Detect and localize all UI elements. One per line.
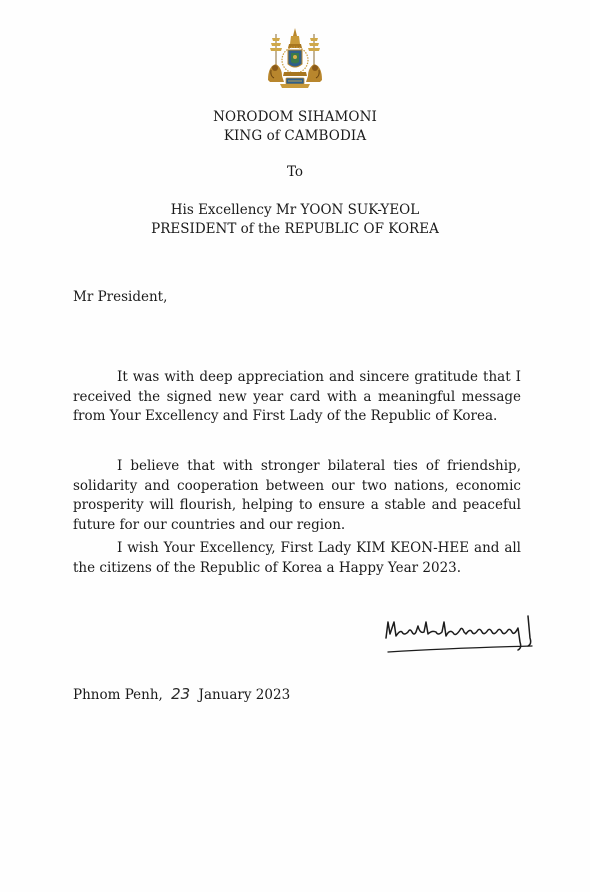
body-paragraph-3: I wish Your Excellency, First Lady KIM KEON-HEE and all the citizens of the Republic of Korea a Happy Year 2023. — [73, 540, 521, 576]
handwritten-signature-icon — [382, 608, 542, 658]
to-label: To — [286, 164, 304, 180]
closing-month-year: January 2023 — [198, 687, 291, 703]
body-paragraph-2: I believe that with stronger bilateral ties of friendship, solidarity and cooperation between our two nations, economic prosperity will flourish, helping to ensure a stable and peaceful future for our countries and our region. — [73, 458, 521, 533]
recipient-name: His Excellency Mr YOON SUK-YEOL — [170, 202, 420, 218]
recipient-title: PRESIDENT of the REPUBLIC OF KOREA — [151, 221, 439, 237]
closing-line — [73, 685, 290, 703]
body-paragraph-1: It was with deep appreciation and sincere gratitude that I received the signed new year card with a meaningful message from Your Excellency and First Lady of the Republic of Korea. — [73, 369, 521, 424]
sender-name: NORODOM SIHAMONI — [213, 109, 377, 125]
royal-crest-icon — [262, 26, 328, 92]
salutation: Mr President, — [73, 289, 168, 305]
closing-place: Phnom Penh, — [73, 687, 163, 703]
sender-title: KING of CAMBODIA — [223, 128, 367, 144]
closing-day-handwritten: 23 — [171, 685, 191, 703]
